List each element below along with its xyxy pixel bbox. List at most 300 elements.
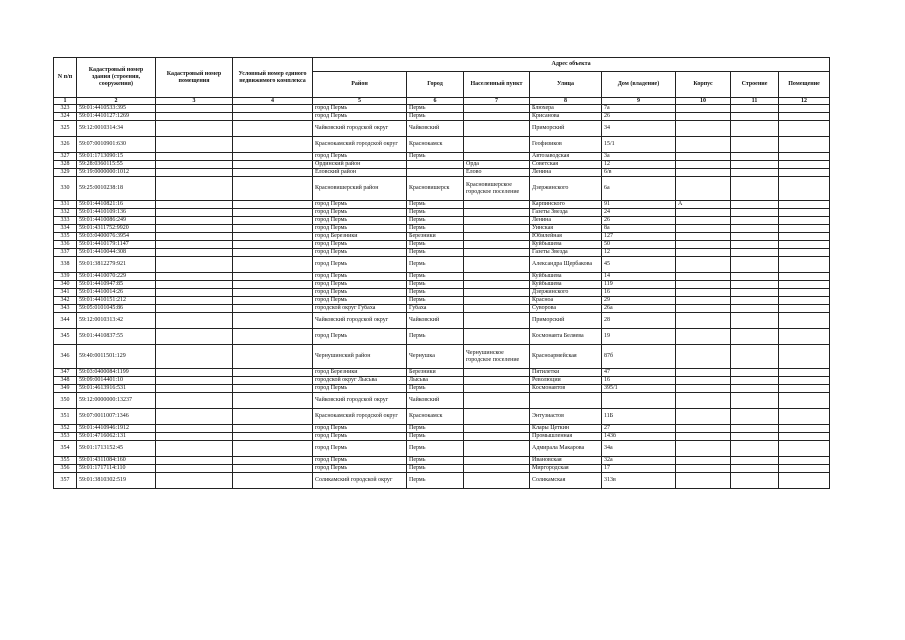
cell-pomeshenie (779, 281, 830, 289)
cell-stroenie (731, 121, 779, 137)
cell-city: Лысьва (407, 377, 464, 385)
cell-stroenie (731, 105, 779, 113)
cell-pomeshenie (779, 297, 830, 305)
cell-korpus (676, 233, 731, 241)
cell-korpus (676, 433, 731, 441)
cell-settlement (464, 273, 530, 281)
cell-num: 326 (54, 137, 77, 153)
cell-cad-room (156, 233, 233, 241)
cell-korpus (676, 289, 731, 297)
table-row (54, 305, 830, 313)
cell-city: Пермь (407, 329, 464, 345)
cell-settlement (464, 257, 530, 273)
cell-num: 331 (54, 201, 77, 209)
table-row (54, 281, 830, 289)
cell-stroenie (731, 425, 779, 433)
cell-cond-num (233, 465, 313, 473)
cell-stroenie (731, 289, 779, 297)
cell-street: Советская (530, 161, 602, 169)
cell-stroenie (731, 209, 779, 217)
cell-stroenie (731, 457, 779, 465)
cell-district: Еловский район (313, 169, 407, 177)
cell-cad-building: 59:01:4716062:131 (77, 433, 156, 441)
table-row (54, 257, 830, 273)
cell-cad-room (156, 225, 233, 233)
cell-cond-num (233, 305, 313, 313)
col-header-korpus: Корпус (676, 72, 731, 98)
cell-street: Красноармейская (530, 345, 602, 369)
cell-korpus (676, 137, 731, 153)
col-number: 11 (731, 98, 779, 105)
cell-street: Блюхера (530, 105, 602, 113)
col-number: 5 (313, 98, 407, 105)
cell-korpus (676, 209, 731, 217)
cell-cond-num (233, 409, 313, 425)
cell-pomeshenie (779, 169, 830, 177)
col-header-settlement: Населенный пункт (464, 72, 530, 98)
cell-street: Приморский (530, 313, 602, 329)
cell-cond-num (233, 153, 313, 161)
cell-settlement (464, 329, 530, 345)
cell-stroenie (731, 281, 779, 289)
cell-house: 34а (602, 441, 676, 457)
cell-cond-num (233, 369, 313, 377)
cell-house: 50 (602, 241, 676, 249)
cell-city: Пермь (407, 297, 464, 305)
cell-cad-building: 59:12:0010314:34 (77, 121, 156, 137)
cell-cad-room (156, 169, 233, 177)
table-row (54, 153, 830, 161)
cell-settlement (464, 113, 530, 121)
cell-cad-room (156, 385, 233, 393)
cell-settlement (464, 217, 530, 225)
cell-city: Пермь (407, 209, 464, 217)
cell-pomeshenie (779, 161, 830, 169)
cell-district: Ординский район (313, 161, 407, 169)
cell-cad-room (156, 201, 233, 209)
cell-pomeshenie (779, 257, 830, 273)
cell-street: Газеты Звезда (530, 249, 602, 257)
cell-house: 127 (602, 233, 676, 241)
cell-city: Пермь (407, 217, 464, 225)
cell-korpus (676, 409, 731, 425)
cell-house: 28 (602, 313, 676, 329)
table-row (54, 409, 830, 425)
cell-cad-room (156, 289, 233, 297)
cell-num: 352 (54, 425, 77, 433)
cell-cond-num (233, 297, 313, 305)
cell-city: Пермь (407, 433, 464, 441)
cell-city: Пермь (407, 465, 464, 473)
cell-cad-room (156, 297, 233, 305)
table-row (54, 289, 830, 297)
table-row (54, 425, 830, 433)
cell-stroenie (731, 113, 779, 121)
cell-num: 329 (54, 169, 77, 177)
document-page (53, 57, 829, 489)
cell-pomeshenie (779, 121, 830, 137)
cell-settlement (464, 305, 530, 313)
cell-num: 334 (54, 225, 77, 233)
cell-num: 346 (54, 345, 77, 369)
cell-cad-room (156, 105, 233, 113)
cell-house: 6/в (602, 169, 676, 177)
cell-settlement (464, 289, 530, 297)
cell-city: Березники (407, 233, 464, 241)
cell-district: город Березники (313, 369, 407, 377)
cell-settlement (464, 393, 530, 409)
cell-settlement (464, 441, 530, 457)
cell-num: 357 (54, 473, 77, 489)
cell-district: Чайковский городской округ (313, 313, 407, 329)
cell-stroenie (731, 137, 779, 153)
cell-num: 328 (54, 161, 77, 169)
table-row (54, 169, 830, 177)
cell-pomeshenie (779, 217, 830, 225)
cell-cond-num (233, 433, 313, 441)
table-row (54, 473, 830, 489)
cell-settlement (464, 241, 530, 249)
cell-korpus (676, 297, 731, 305)
cell-korpus (676, 457, 731, 465)
cell-korpus (676, 153, 731, 161)
table-row (54, 441, 830, 457)
table-row (54, 137, 830, 153)
cell-street: Красноа (530, 297, 602, 305)
column-number-row (54, 98, 830, 105)
cell-stroenie (731, 465, 779, 473)
cell-cad-building: 59:12:0010313:42 (77, 313, 156, 329)
cell-settlement (464, 369, 530, 377)
cell-house: 26 (602, 217, 676, 225)
cell-korpus (676, 385, 731, 393)
cell-house: 313в (602, 473, 676, 489)
cell-city: Пермь (407, 105, 464, 113)
cell-house: 16 (602, 289, 676, 297)
cell-stroenie (731, 177, 779, 201)
cell-city: Красновишерск (407, 177, 464, 201)
cell-num: 351 (54, 409, 77, 425)
cell-stroenie (731, 169, 779, 177)
cell-stroenie (731, 233, 779, 241)
cell-house: 87б (602, 345, 676, 369)
table-row (54, 105, 830, 113)
cell-district: город Пермь (313, 225, 407, 233)
col-header-stroenie: Строение (731, 72, 779, 98)
cell-city: Пермь (407, 249, 464, 257)
cell-settlement (464, 465, 530, 473)
cell-city: Пермь (407, 201, 464, 209)
cell-street: Куйбышева (530, 281, 602, 289)
col-number: 7 (464, 98, 530, 105)
cell-cond-num (233, 329, 313, 345)
table-row (54, 273, 830, 281)
col-number: 12 (779, 98, 830, 105)
cell-house: 91 (602, 201, 676, 209)
cell-street: Приморский (530, 121, 602, 137)
cell-pomeshenie (779, 209, 830, 217)
cell-stroenie (731, 345, 779, 369)
cell-cond-num (233, 113, 313, 121)
cell-korpus: А (676, 201, 731, 209)
cell-stroenie (731, 441, 779, 457)
cell-city: Пермь (407, 457, 464, 465)
cell-cad-building: 59:12:0000000:13237 (77, 393, 156, 409)
cell-settlement (464, 473, 530, 489)
cell-street (530, 393, 602, 409)
table-row (54, 369, 830, 377)
cell-house: 7а (602, 105, 676, 113)
cell-street: Космонавта Беляева (530, 329, 602, 345)
cell-district: город Пермь (313, 241, 407, 249)
cell-street: Дзержинского (530, 289, 602, 297)
cell-city: Пермь (407, 441, 464, 457)
cell-pomeshenie (779, 177, 830, 201)
cell-district: город Березники (313, 233, 407, 241)
cell-district: Краснокамский городской округ (313, 137, 407, 153)
cell-district: Краснокамский городской округ (313, 409, 407, 425)
cell-city: Чайковский (407, 121, 464, 137)
cell-street: Соликамская (530, 473, 602, 489)
cell-cad-room (156, 113, 233, 121)
cell-cad-room (156, 409, 233, 425)
cell-cond-num (233, 441, 313, 457)
cell-cad-room (156, 161, 233, 169)
cell-num: 353 (54, 433, 77, 441)
col-header-cad-room: Кадастровый номер помещения (156, 58, 233, 98)
cell-pomeshenie (779, 465, 830, 473)
cell-num: 344 (54, 313, 77, 329)
cell-street: Куйбышева (530, 241, 602, 249)
cell-house: 34 (602, 121, 676, 137)
cell-city: Чернушка (407, 345, 464, 369)
cell-district: город Пермь (313, 217, 407, 225)
cell-city (407, 161, 464, 169)
cell-num: 339 (54, 273, 77, 281)
cell-district: город Пермь (313, 105, 407, 113)
cell-settlement (464, 201, 530, 209)
cell-pomeshenie (779, 233, 830, 241)
cell-cond-num (233, 177, 313, 201)
cell-num: 345 (54, 329, 77, 345)
cell-cad-building: 59:01:4410151:212 (77, 297, 156, 305)
cell-district: город Пермь (313, 257, 407, 273)
cell-cad-room (156, 121, 233, 137)
cell-settlement (464, 137, 530, 153)
cell-district: город Пермь (313, 385, 407, 393)
cell-stroenie (731, 433, 779, 441)
cell-district: Соликамский городской округ (313, 473, 407, 489)
cell-num: 338 (54, 257, 77, 273)
cell-cad-room (156, 473, 233, 489)
cell-stroenie (731, 305, 779, 313)
cell-house: 119 (602, 281, 676, 289)
cell-pomeshenie (779, 305, 830, 313)
cell-cond-num (233, 393, 313, 409)
cell-cad-room (156, 457, 233, 465)
cell-cad-building: 59:03:0400076:3954 (77, 233, 156, 241)
cell-pomeshenie (779, 313, 830, 329)
cell-district: город Пермь (313, 273, 407, 281)
cell-pomeshenie (779, 433, 830, 441)
cell-pomeshenie (779, 385, 830, 393)
cell-korpus (676, 217, 731, 225)
cell-cad-room (156, 377, 233, 385)
cell-cad-building: 59:01:3812279:921 (77, 257, 156, 273)
table-row (54, 209, 830, 217)
cell-korpus (676, 473, 731, 489)
cell-district: город Пермь (313, 249, 407, 257)
cell-cond-num (233, 105, 313, 113)
cell-cad-building: 59:01:4410837:55 (77, 329, 156, 345)
cell-settlement (464, 105, 530, 113)
cell-settlement (464, 249, 530, 257)
cell-cad-room (156, 177, 233, 201)
table-row (54, 393, 830, 409)
cell-cad-building: 59:01:4410127:1269 (77, 113, 156, 121)
cell-settlement: Орда (464, 161, 530, 169)
cell-city: Пермь (407, 425, 464, 433)
cell-num: 330 (54, 177, 77, 201)
cell-stroenie (731, 297, 779, 305)
cell-cad-building: 59:01:1713090:15 (77, 153, 156, 161)
cell-stroenie (731, 385, 779, 393)
cell-cad-building: 59:01:4410109:136 (77, 209, 156, 217)
cell-settlement (464, 209, 530, 217)
cell-district: городской округ Лысьва (313, 377, 407, 385)
cell-house: 24 (602, 209, 676, 217)
cell-district: Чернушинский район (313, 345, 407, 369)
cell-house: 12 (602, 161, 676, 169)
cell-city: Пермь (407, 385, 464, 393)
cell-street: Пятилетки (530, 369, 602, 377)
cell-city: Пермь (407, 113, 464, 121)
cell-street: Клары Цеткин (530, 425, 602, 433)
cell-korpus (676, 281, 731, 289)
cell-cad-building: 59:03:0400084:1199 (77, 369, 156, 377)
cell-num: 347 (54, 369, 77, 377)
table-row (54, 241, 830, 249)
cell-num: 337 (54, 249, 77, 257)
cell-city: Пермь (407, 257, 464, 273)
cell-street: Ивановская (530, 457, 602, 465)
cell-settlement: Чернушинское городское поселение (464, 345, 530, 369)
table-row (54, 465, 830, 473)
cell-cad-room (156, 345, 233, 369)
table-row (54, 329, 830, 345)
cell-street: Дзержинского (530, 177, 602, 201)
table-row (54, 313, 830, 329)
cell-pomeshenie (779, 241, 830, 249)
cell-num: 325 (54, 121, 77, 137)
table-row (54, 297, 830, 305)
cell-num: 350 (54, 393, 77, 409)
cell-cad-room (156, 433, 233, 441)
cell-stroenie (731, 273, 779, 281)
cell-korpus (676, 313, 731, 329)
cell-cad-building: 59:40:0011501:129 (77, 345, 156, 369)
cell-cad-building: 59:01:4410014:26 (77, 289, 156, 297)
cell-stroenie (731, 249, 779, 257)
cell-cad-room (156, 425, 233, 433)
cell-korpus (676, 241, 731, 249)
table-row (54, 345, 830, 369)
col-number: 6 (407, 98, 464, 105)
cell-cad-building: 59:01:4311084:160 (77, 457, 156, 465)
cell-settlement (464, 281, 530, 289)
col-header-district: Район (313, 72, 407, 98)
cell-city: Краснокамск (407, 137, 464, 153)
cell-korpus (676, 121, 731, 137)
col-number: 4 (233, 98, 313, 105)
col-header-cad-building: Кадастровый номер здания (строения, сооружения) (77, 58, 156, 98)
cell-num: 348 (54, 377, 77, 385)
table-row (54, 433, 830, 441)
col-header-house: Дом (владение) (602, 72, 676, 98)
table-row (54, 233, 830, 241)
col-header-street: Улица (530, 72, 602, 98)
cell-city: Пермь (407, 225, 464, 233)
cell-settlement (464, 409, 530, 425)
cell-city: Чайковский (407, 393, 464, 409)
cell-stroenie (731, 161, 779, 169)
cell-korpus (676, 225, 731, 233)
cell-pomeshenie (779, 225, 830, 233)
cell-cond-num (233, 249, 313, 257)
cell-cad-room (156, 241, 233, 249)
cell-city: Пермь (407, 289, 464, 297)
cell-korpus (676, 169, 731, 177)
cell-house: 3а (602, 153, 676, 161)
cell-num: 324 (54, 113, 77, 121)
cell-settlement: Красновишерское городское поселение (464, 177, 530, 201)
cell-city (407, 169, 464, 177)
cell-street: Революции (530, 377, 602, 385)
cell-pomeshenie (779, 409, 830, 425)
cell-street: Крисанова (530, 113, 602, 121)
cell-pomeshenie (779, 377, 830, 385)
cell-cond-num (233, 377, 313, 385)
cell-pomeshenie (779, 393, 830, 409)
cell-district: Чайковский городской округ (313, 393, 407, 409)
cell-korpus (676, 273, 731, 281)
cell-house: 45 (602, 257, 676, 273)
cell-pomeshenie (779, 289, 830, 297)
cell-district: город Пермь (313, 457, 407, 465)
cell-cad-building: 59:01:3810302:519 (77, 473, 156, 489)
table-row (54, 217, 830, 225)
cell-house: 26а (602, 305, 676, 313)
cell-district: город Пермь (313, 153, 407, 161)
cell-cond-num (233, 281, 313, 289)
col-header-address: Адрес объекта (313, 58, 830, 72)
cell-cad-room (156, 329, 233, 345)
cell-stroenie (731, 313, 779, 329)
table-row (54, 457, 830, 465)
table-row (54, 113, 830, 121)
cell-cond-num (233, 345, 313, 369)
cell-cond-num (233, 217, 313, 225)
cell-korpus (676, 257, 731, 273)
cell-house: 32а (602, 457, 676, 465)
cell-street: Александра Щербакова (530, 257, 602, 273)
cell-district: Чайковский городской округ (313, 121, 407, 137)
table-row (54, 249, 830, 257)
cell-pomeshenie (779, 473, 830, 489)
cell-cad-building: 59:01:4410179:1147 (77, 241, 156, 249)
cell-house: 14 (602, 273, 676, 281)
cell-city: Чайковский (407, 313, 464, 329)
